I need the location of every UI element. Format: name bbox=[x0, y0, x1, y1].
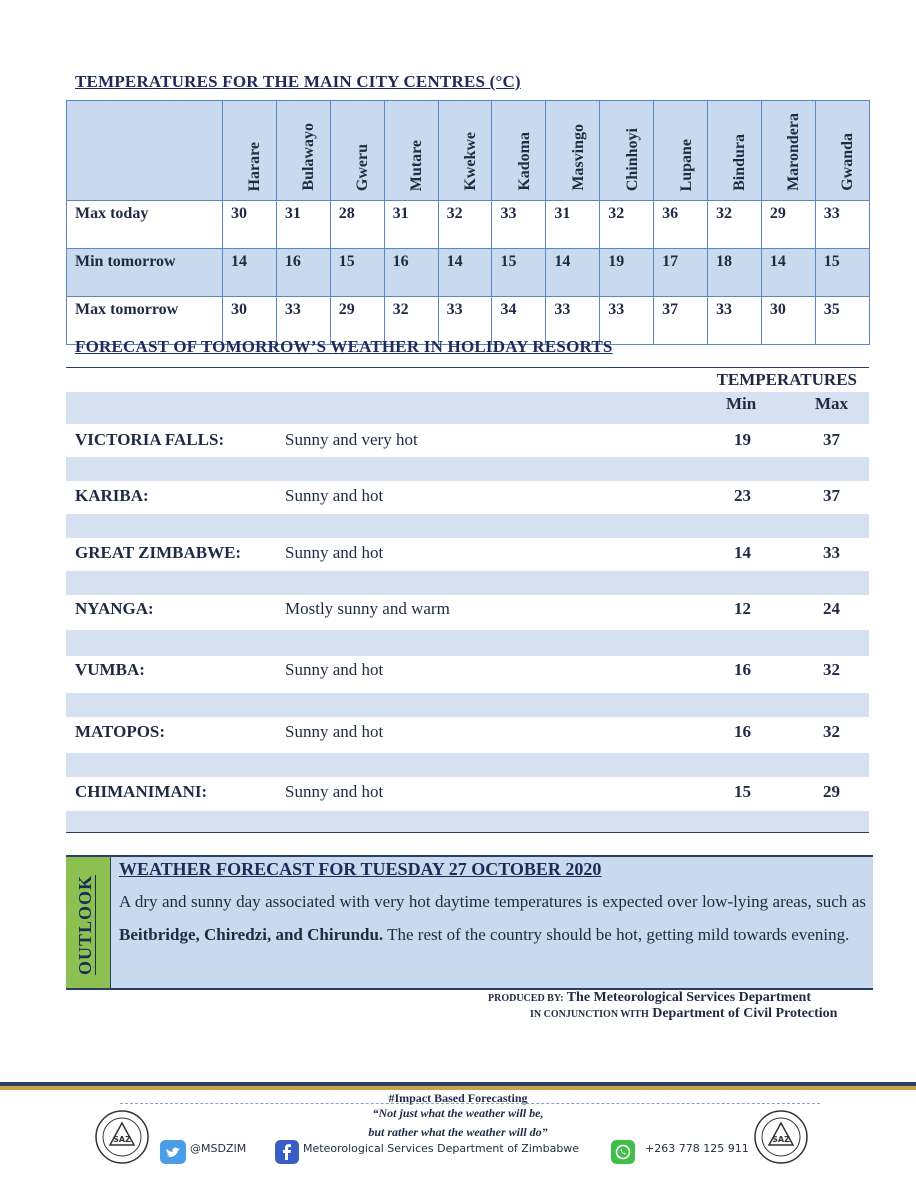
city-header bbox=[600, 101, 654, 201]
resort-max-temp: 32 bbox=[823, 660, 840, 679]
resort-row bbox=[66, 424, 869, 456]
resort-min-temp: 23 bbox=[734, 486, 751, 505]
outlook-title: WEATHER FORECAST FOR TUESDAY 27 OCTOBER 2020 bbox=[119, 859, 602, 879]
temperature-cell: 31 bbox=[276, 201, 330, 249]
table-corner-cell bbox=[67, 101, 223, 201]
divider bbox=[66, 367, 869, 368]
resort-row bbox=[66, 776, 869, 808]
temperature-cell: 30 bbox=[761, 297, 815, 345]
temperature-cell: 32 bbox=[384, 297, 438, 345]
holiday-resorts-heading: FORECAST OF TOMORROW’S WEATHER IN HOLIDAY RESORTS bbox=[75, 337, 613, 356]
city-header bbox=[654, 101, 708, 201]
temperature-cell: 32 bbox=[438, 201, 492, 249]
temperature-cell: 15 bbox=[492, 249, 546, 297]
row-separator-band bbox=[66, 811, 869, 832]
temperature-cell: 33 bbox=[708, 297, 762, 345]
outlook-text: The rest of the country should be hot, getting mild towards evening. bbox=[383, 925, 850, 944]
temperatures-label: TEMPERATURES bbox=[716, 370, 857, 389]
resort-forecast: Sunny and hot bbox=[285, 722, 384, 741]
temperature-cell: 33 bbox=[815, 201, 869, 249]
temperature-cell: 29 bbox=[330, 297, 384, 345]
row-separator-band bbox=[66, 693, 869, 717]
temperature-cell: 14 bbox=[223, 249, 277, 297]
temperature-cell: 32 bbox=[708, 201, 762, 249]
resort-name: CHIMANIMANI: bbox=[75, 782, 208, 801]
divider bbox=[66, 832, 869, 833]
temperature-cell: 33 bbox=[600, 297, 654, 345]
resort-name: VUMBA: bbox=[75, 660, 145, 679]
city-header bbox=[546, 101, 600, 201]
temperature-cell: 16 bbox=[384, 249, 438, 297]
resort-max-temp: 37 bbox=[823, 430, 840, 449]
max-column-label: Max bbox=[815, 394, 849, 413]
city-header bbox=[223, 101, 277, 201]
resort-min-temp: 19 bbox=[734, 430, 751, 449]
temperature-cell: 36 bbox=[654, 201, 708, 249]
saz-seal-logo bbox=[94, 1109, 150, 1165]
row-separator-band bbox=[66, 630, 869, 656]
outlook-panel bbox=[66, 855, 873, 990]
conjunction-label: IN CONJUNCTION WITH bbox=[530, 1009, 649, 1020]
temperature-cell: 32 bbox=[600, 201, 654, 249]
city-name: Kwekwe bbox=[462, 132, 479, 191]
footer-stripe bbox=[0, 1086, 916, 1090]
temperature-cell: 19 bbox=[600, 249, 654, 297]
city-header-row bbox=[67, 101, 870, 201]
footer-divider bbox=[120, 1103, 820, 1104]
min-column-label: Min bbox=[726, 394, 757, 413]
conjunction-value: Department of Civil Protection bbox=[652, 1006, 838, 1021]
resort-max-temp: 24 bbox=[823, 599, 840, 618]
resort-min-temp: 14 bbox=[734, 543, 751, 562]
saz-seal-logo bbox=[753, 1109, 809, 1165]
resort-forecast: Sunny and hot bbox=[285, 782, 384, 801]
resort-name: MATOPOS: bbox=[75, 722, 166, 741]
resort-name: KARIBA: bbox=[75, 486, 149, 505]
temperature-cell: 33 bbox=[492, 201, 546, 249]
city-name: Mutare bbox=[408, 139, 426, 191]
resort-row bbox=[66, 593, 869, 625]
row-separator-band bbox=[66, 753, 869, 777]
resort-row bbox=[66, 716, 869, 748]
resort-max-temp: 29 bbox=[823, 782, 840, 801]
temperature-cell: 14 bbox=[761, 249, 815, 297]
produced-by-label: PRODUCED BY: bbox=[488, 993, 564, 1004]
temperature-cell: 33 bbox=[276, 297, 330, 345]
temperature-cell: 31 bbox=[384, 201, 438, 249]
resort-max-temp: 37 bbox=[823, 486, 840, 505]
resort-min-temp: 12 bbox=[734, 599, 751, 618]
svg-text:SAZ: SAZ bbox=[772, 1135, 790, 1144]
facebook-icon[interactable] bbox=[275, 1140, 299, 1164]
footer-hashtag: #Impact Based Forecasting bbox=[388, 1091, 528, 1105]
whatsapp-icon[interactable] bbox=[611, 1140, 635, 1164]
temperature-cell: 30 bbox=[223, 297, 277, 345]
twitter-icon[interactable] bbox=[160, 1140, 186, 1164]
resort-row bbox=[66, 480, 869, 512]
footer-quote-line1: “Not just what the weather will be, bbox=[372, 1106, 544, 1120]
temperature-cell: 31 bbox=[546, 201, 600, 249]
temperature-cell: 29 bbox=[761, 201, 815, 249]
conjunction-line bbox=[530, 1006, 837, 1022]
row-label: Min tomorrow bbox=[67, 249, 223, 297]
twitter-handle[interactable]: @MSDZIM bbox=[190, 1142, 247, 1155]
city-name: Gweru bbox=[354, 143, 372, 191]
resort-name: GREAT ZIMBABWE: bbox=[75, 543, 242, 562]
table-row-min-tomorrow bbox=[67, 249, 870, 297]
city-header bbox=[815, 101, 869, 201]
city-name: Chinhoyi bbox=[623, 127, 641, 191]
facebook-page-name[interactable]: Meteorological Services Department of Zimbabwe bbox=[303, 1142, 580, 1155]
city-name: Lupane bbox=[677, 138, 695, 191]
city-name: Harare bbox=[246, 141, 264, 191]
city-name: Gwanda bbox=[839, 133, 857, 191]
whatsapp-number[interactable]: +263 778 125 911 bbox=[645, 1142, 749, 1155]
resort-min-temp: 16 bbox=[734, 660, 751, 679]
outlook-text: A dry and sunny day associated with very hot daytime temperatures is expected over low-lying areas, such as bbox=[119, 892, 866, 911]
outlook-body bbox=[119, 885, 866, 951]
city-header bbox=[276, 101, 330, 201]
city-header bbox=[761, 101, 815, 201]
temperature-cell: 30 bbox=[223, 201, 277, 249]
row-separator-band bbox=[66, 571, 869, 595]
outlook-tab bbox=[66, 857, 111, 988]
city-header bbox=[438, 101, 492, 201]
resort-row bbox=[66, 537, 869, 569]
temperature-cell: 17 bbox=[654, 249, 708, 297]
resort-min-temp: 15 bbox=[734, 782, 751, 801]
produced-by-line bbox=[488, 990, 811, 1006]
svg-text:SAZ: SAZ bbox=[113, 1135, 131, 1144]
temperature-cell: 15 bbox=[330, 249, 384, 297]
temperature-cell: 14 bbox=[546, 249, 600, 297]
city-temperatures-table bbox=[66, 100, 870, 345]
row-label: Max tomorrow bbox=[67, 297, 223, 345]
row-separator-band bbox=[66, 514, 869, 538]
resort-name: VICTORIA FALLS: bbox=[75, 430, 225, 449]
temperature-cell: 15 bbox=[815, 249, 869, 297]
produced-by-value: The Meteorological Services Department bbox=[566, 990, 811, 1005]
resort-name: NYANGA: bbox=[75, 599, 154, 618]
city-name: Masvingo bbox=[569, 124, 587, 191]
resort-forecast: Sunny and hot bbox=[285, 486, 384, 505]
city-name: Bindura bbox=[731, 134, 749, 191]
city-name: Marondera bbox=[785, 113, 803, 191]
row-label: Max today bbox=[67, 201, 223, 249]
temperature-cell: 37 bbox=[654, 297, 708, 345]
city-header bbox=[708, 101, 762, 201]
temperature-cell: 28 bbox=[330, 201, 384, 249]
temperature-cell: 33 bbox=[546, 297, 600, 345]
resort-forecast: Sunny and very hot bbox=[285, 430, 418, 449]
city-header bbox=[492, 101, 546, 201]
temperature-cell: 35 bbox=[815, 297, 869, 345]
resort-forecast: Sunny and hot bbox=[285, 543, 384, 562]
city-name: Kadoma bbox=[515, 132, 533, 191]
resort-max-temp: 32 bbox=[823, 722, 840, 741]
city-header bbox=[384, 101, 438, 201]
city-name: Bulawayo bbox=[300, 123, 318, 191]
temperature-cell: 34 bbox=[492, 297, 546, 345]
resort-forecast: Mostly sunny and warm bbox=[285, 599, 450, 618]
temperature-cell: 16 bbox=[276, 249, 330, 297]
city-header bbox=[330, 101, 384, 201]
resort-row bbox=[66, 654, 869, 686]
row-separator-band bbox=[66, 457, 869, 481]
table-row-max-today bbox=[67, 201, 870, 249]
temperature-cell: 33 bbox=[438, 297, 492, 345]
outlook-highlight-places: Beitbridge, Chiredzi, and Chirundu. bbox=[119, 925, 384, 944]
temperature-cell: 14 bbox=[438, 249, 492, 297]
footer-quote-line2: but rather what the weather will do” bbox=[368, 1125, 548, 1139]
resort-max-temp: 33 bbox=[823, 543, 840, 562]
city-temperatures-heading: TEMPERATURES FOR THE MAIN CITY CENTRES (°C) bbox=[75, 72, 521, 91]
resort-min-temp: 16 bbox=[734, 722, 751, 741]
temperature-cell: 18 bbox=[708, 249, 762, 297]
resort-forecast: Sunny and hot bbox=[285, 660, 384, 679]
outlook-tab-label: OUTLOOK bbox=[75, 875, 95, 976]
